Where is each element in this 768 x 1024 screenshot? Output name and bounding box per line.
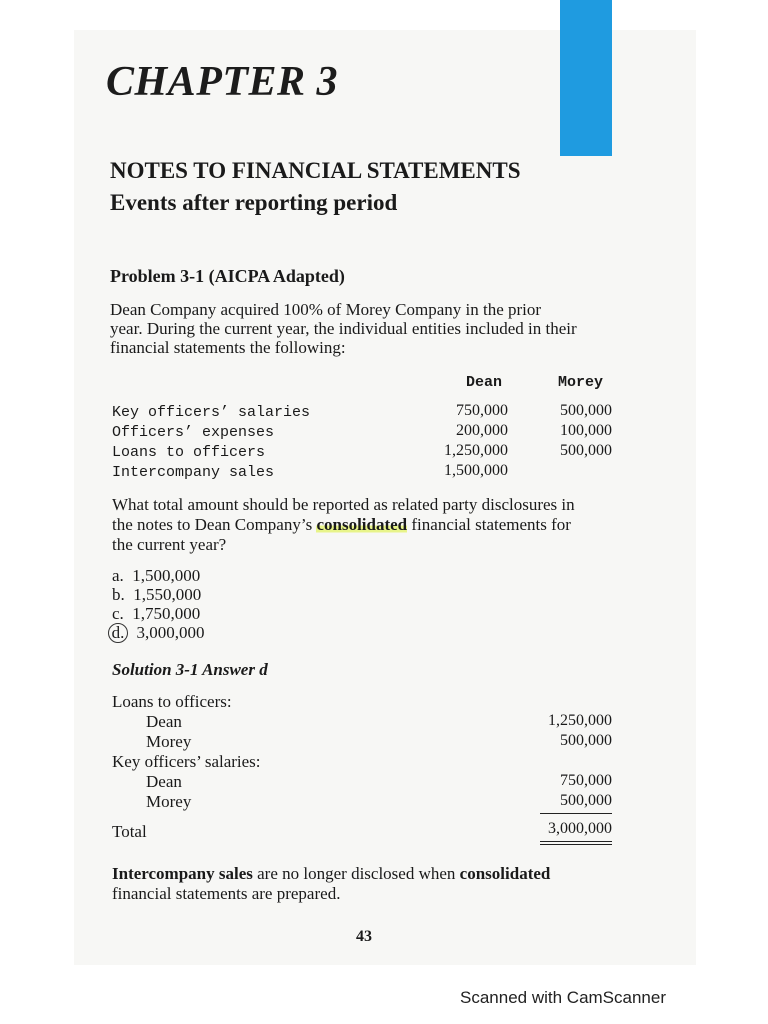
note-line bbox=[112, 864, 550, 883]
solution-item-value: 500,000 bbox=[560, 792, 612, 809]
column-header-dean: Dean bbox=[466, 374, 503, 391]
chapter-title: CHAPTER 3 bbox=[106, 59, 339, 105]
question-line bbox=[112, 515, 571, 534]
note-text: are no longer disclosed when bbox=[252, 864, 460, 883]
note-bold: consolidated bbox=[459, 864, 551, 883]
solution-group-label: Loans to officers: bbox=[112, 692, 232, 711]
section-subtitle: Events after reporting period bbox=[110, 190, 398, 215]
table-cell-dean: 750,000 bbox=[456, 402, 508, 419]
solution-group-label: Key officers’ salaries: bbox=[112, 752, 261, 771]
total-value: 3,000,000 bbox=[548, 820, 612, 837]
option-letter: b. bbox=[112, 585, 125, 604]
problem-heading: Problem 3-1 (AICPA Adapted) bbox=[110, 266, 345, 286]
answer-option-selected bbox=[108, 623, 205, 643]
option-value: 1,750,000 bbox=[132, 604, 201, 623]
option-letter-circled: d. bbox=[108, 623, 128, 643]
problem-intro-line: year. During the current year, the individual entities included in their bbox=[110, 319, 577, 338]
table-cell-morey: 100,000 bbox=[560, 422, 612, 439]
highlighted-word: consolidated bbox=[316, 515, 408, 534]
section-title: NOTES TO FINANCIAL STATEMENTS bbox=[110, 158, 521, 183]
table-row-label: Key officers’ salaries bbox=[112, 404, 311, 421]
problem-intro-line: Dean Company acquired 100% of Morey Company in the prior bbox=[110, 300, 542, 319]
table-cell-dean: 1,250,000 bbox=[444, 442, 508, 459]
solution-item-value: 1,250,000 bbox=[548, 712, 612, 729]
table-cell-morey: 500,000 bbox=[560, 442, 612, 459]
table-row-label: Officers’ expenses bbox=[112, 424, 275, 441]
option-letter: a. bbox=[112, 566, 124, 585]
table-row-label: Intercompany sales bbox=[112, 464, 275, 481]
solution-item-label: Dean bbox=[146, 772, 182, 791]
problem-intro-line: financial statements the following: bbox=[110, 338, 346, 357]
scanner-watermark: Scanned with CamScanner bbox=[460, 988, 667, 1007]
answer-option bbox=[112, 604, 200, 624]
total-double-rule bbox=[540, 841, 612, 842]
total-double-rule bbox=[540, 844, 612, 845]
note-bold: Intercompany sales bbox=[112, 864, 253, 883]
solution-item-label: Morey bbox=[146, 732, 192, 751]
table-cell-morey: 500,000 bbox=[560, 402, 612, 419]
question-text: the notes to Dean Company’s bbox=[112, 515, 317, 534]
question-line: What total amount should be reported as related party disclosures in bbox=[112, 495, 575, 514]
answer-option bbox=[112, 566, 200, 586]
page-number: 43 bbox=[356, 928, 372, 945]
solution-item-value: 750,000 bbox=[560, 772, 612, 789]
total-label: Total bbox=[112, 822, 147, 841]
table-row-label: Loans to officers bbox=[112, 444, 266, 461]
table-cell-dean: 1,500,000 bbox=[444, 462, 508, 479]
question-text: financial statements for bbox=[407, 515, 571, 534]
solution-item-label: Morey bbox=[146, 792, 192, 811]
option-value: 1,550,000 bbox=[133, 585, 202, 604]
solution-item-label: Dean bbox=[146, 712, 182, 731]
table-cell-dean: 200,000 bbox=[456, 422, 508, 439]
option-value: 3,000,000 bbox=[136, 623, 205, 642]
solution-heading: Solution 3-1 Answer d bbox=[112, 660, 268, 679]
column-header-morey: Morey bbox=[558, 374, 604, 391]
subtotal-rule bbox=[540, 813, 612, 814]
answer-option bbox=[112, 585, 201, 605]
solution-item-value: 500,000 bbox=[560, 732, 612, 749]
option-value: 1,500,000 bbox=[132, 566, 201, 585]
question-line: the current year? bbox=[112, 535, 227, 554]
blue-page-tab bbox=[560, 0, 612, 156]
note-line: financial statements are prepared. bbox=[112, 884, 341, 903]
option-letter: c. bbox=[112, 604, 124, 623]
